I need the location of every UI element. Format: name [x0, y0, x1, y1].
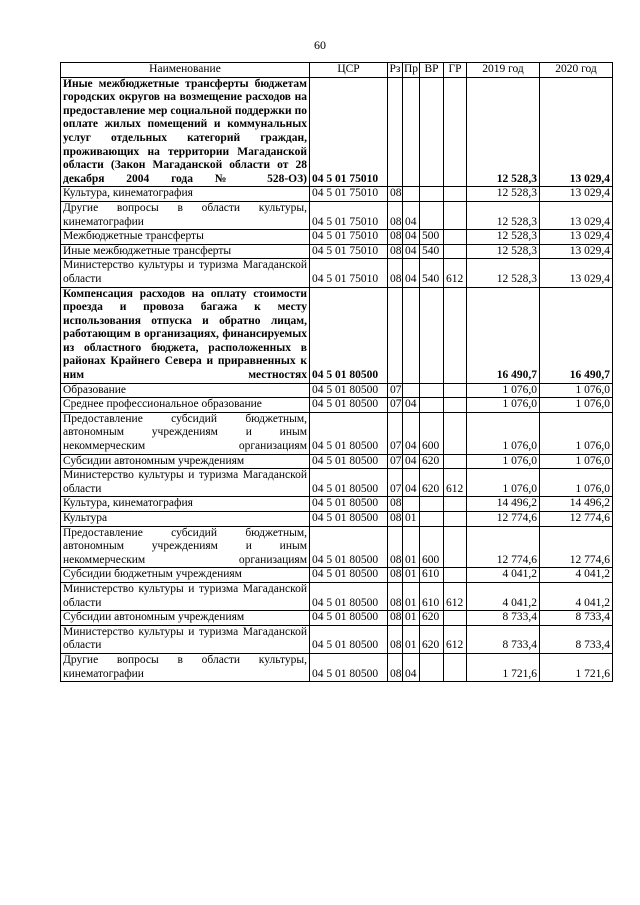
- row-gr: [444, 287, 467, 383]
- row-vr: [420, 77, 444, 187]
- row-2019: 1 076,0: [467, 383, 540, 398]
- row-pr: [403, 383, 420, 398]
- row-rz: 07: [388, 469, 403, 497]
- row-name: Субсидии бюджетным учреждениям: [61, 568, 310, 583]
- row-vr: 600: [420, 526, 444, 568]
- row-vr: [420, 187, 444, 202]
- row-rz: 08: [388, 582, 403, 610]
- row-2020: 13 029,4: [540, 187, 613, 202]
- row-rz: 07: [388, 383, 403, 398]
- row-rz: 08: [388, 230, 403, 245]
- row-gr: [444, 230, 467, 245]
- row-pr: 04: [403, 454, 420, 469]
- row-2019: 12 528,3: [467, 244, 540, 259]
- row-name: Компенсация расходов на оплату стоимости проезда и провоза багажа к месту использования отпуска и обратно лицам, работающим в организациях, финансируемых из областного бюджета, расположенных в районах Крайнего Севера и приравненных к ним местностях: [61, 287, 310, 383]
- budget-table: [60, 62, 613, 682]
- row-name: Субсидии автономным учреждениям: [61, 611, 310, 626]
- row-2020: 16 490,7: [540, 287, 613, 383]
- row-pr: 04: [403, 412, 420, 454]
- row-gr: 612: [444, 469, 467, 497]
- header-gr: ГР: [444, 63, 467, 78]
- row-name: Иные межбюджетные трансферты: [61, 244, 310, 259]
- row-name: Другие вопросы в области культуры, кинематографии: [61, 653, 310, 681]
- row-2019: 16 490,7: [467, 287, 540, 383]
- row-2020: 13 029,4: [540, 77, 613, 187]
- header-csr: ЦСР: [310, 63, 388, 78]
- row-vr: 620: [420, 469, 444, 497]
- row-csr: 04 5 01 80500: [310, 383, 388, 398]
- row-2020: 13 029,4: [540, 244, 613, 259]
- row-gr: [444, 77, 467, 187]
- row-gr: [444, 244, 467, 259]
- row-name: Другие вопросы в области культуры, кинематографии: [61, 201, 310, 229]
- row-2019: 14 496,2: [467, 497, 540, 512]
- row-rz: 08: [388, 611, 403, 626]
- row-name: Предоставление субсидий бюджетным, автономным учреждениям и иным некоммерческим организациям: [61, 526, 310, 568]
- row-vr: 610: [420, 582, 444, 610]
- row-2020: 14 496,2: [540, 497, 613, 512]
- row-vr: [420, 512, 444, 527]
- row-name: Министерство культуры и туризма Магаданской области: [61, 469, 310, 497]
- row-vr: 620: [420, 454, 444, 469]
- row-rz: 08: [388, 201, 403, 229]
- table-row: [61, 383, 613, 398]
- row-gr: [444, 512, 467, 527]
- row-csr: 04 5 01 80500: [310, 497, 388, 512]
- table-row: [61, 398, 613, 413]
- row-csr: 04 5 01 80500: [310, 625, 388, 653]
- row-rz: 07: [388, 412, 403, 454]
- row-vr: 500: [420, 230, 444, 245]
- header-name: Наименование: [61, 63, 310, 78]
- row-vr: 600: [420, 412, 444, 454]
- row-csr: 04 5 01 75010: [310, 244, 388, 259]
- row-vr: [420, 383, 444, 398]
- row-2020: 1 721,6: [540, 653, 613, 681]
- table-row: [61, 287, 613, 383]
- row-vr: 620: [420, 611, 444, 626]
- row-2019: 1 721,6: [467, 653, 540, 681]
- table-row: [61, 568, 613, 583]
- row-csr: 04 5 01 80500: [310, 568, 388, 583]
- row-pr: [403, 187, 420, 202]
- table-row: [61, 244, 613, 259]
- row-2020: 1 076,0: [540, 383, 613, 398]
- row-gr: [444, 201, 467, 229]
- row-csr: 04 5 01 80500: [310, 526, 388, 568]
- row-csr: 04 5 01 75010: [310, 259, 388, 287]
- row-2019: 8 733,4: [467, 611, 540, 626]
- row-vr: [420, 497, 444, 512]
- row-name: Межбюджетные трансферты: [61, 230, 310, 245]
- row-csr: 04 5 01 80500: [310, 582, 388, 610]
- table-row: [61, 469, 613, 497]
- row-csr: 04 5 01 80500: [310, 469, 388, 497]
- row-csr: 04 5 01 75010: [310, 201, 388, 229]
- table-row: [61, 653, 613, 681]
- row-2020: 12 774,6: [540, 512, 613, 527]
- row-csr: 04 5 01 75010: [310, 77, 388, 187]
- row-2020: 12 774,6: [540, 526, 613, 568]
- row-gr: [444, 454, 467, 469]
- row-gr: 612: [444, 625, 467, 653]
- row-vr: [420, 653, 444, 681]
- row-rz: 08: [388, 512, 403, 527]
- row-gr: [444, 526, 467, 568]
- row-2020: 13 029,4: [540, 259, 613, 287]
- row-gr: [444, 497, 467, 512]
- row-2019: 4 041,2: [467, 568, 540, 583]
- header-vr: ВР: [420, 63, 444, 78]
- row-2019: 12 528,3: [467, 187, 540, 202]
- row-csr: 04 5 01 80500: [310, 611, 388, 626]
- row-rz: 08: [388, 244, 403, 259]
- row-name: Предоставление субсидий бюджетным, автономным учреждениям и иным некоммерческим организациям: [61, 412, 310, 454]
- row-pr: 04: [403, 201, 420, 229]
- row-vr: 540: [420, 259, 444, 287]
- row-pr: 04: [403, 259, 420, 287]
- header-2020: 2020 год: [540, 63, 613, 78]
- row-vr: 620: [420, 625, 444, 653]
- row-pr: 01: [403, 625, 420, 653]
- row-rz: 08: [388, 497, 403, 512]
- row-name: Иные межбюджетные трансферты бюджетам городских округов на возмещение расходов на предоставление мер социальной поддержки по оплате жилых помещений и коммунальных услуг отдельных категорий граждан, проживающих на территории Магаданской области (Закон Магаданской области от 28 декабря 2004 года № 528-ОЗ): [61, 77, 310, 187]
- row-2019: 8 733,4: [467, 625, 540, 653]
- row-pr: 01: [403, 526, 420, 568]
- row-gr: [444, 398, 467, 413]
- row-name: Субсидии автономным учреждениям: [61, 454, 310, 469]
- table-row: [61, 582, 613, 610]
- row-pr: [403, 77, 420, 187]
- row-pr: 01: [403, 611, 420, 626]
- table-row: [61, 201, 613, 229]
- row-pr: 01: [403, 582, 420, 610]
- table-header-row: [61, 63, 613, 78]
- table-row: [61, 187, 613, 202]
- row-pr: 01: [403, 568, 420, 583]
- row-2019: 12 528,3: [467, 230, 540, 245]
- row-gr: [444, 611, 467, 626]
- table-row: [61, 497, 613, 512]
- row-name: Среднее профессиональное образование: [61, 398, 310, 413]
- row-name: Культура, кинематография: [61, 187, 310, 202]
- table-row: [61, 454, 613, 469]
- row-2020: 1 076,0: [540, 412, 613, 454]
- row-csr: 04 5 01 80500: [310, 512, 388, 527]
- row-rz: 08: [388, 653, 403, 681]
- row-vr: [420, 398, 444, 413]
- row-2020: 8 733,4: [540, 625, 613, 653]
- row-2020: 1 076,0: [540, 469, 613, 497]
- row-gr: [444, 568, 467, 583]
- row-rz: 07: [388, 398, 403, 413]
- row-pr: 04: [403, 244, 420, 259]
- table-row: [61, 512, 613, 527]
- row-name: Министерство культуры и туризма Магаданской области: [61, 582, 310, 610]
- header-2019: 2019 год: [467, 63, 540, 78]
- row-pr: 04: [403, 653, 420, 681]
- table-row: [61, 611, 613, 626]
- row-rz: [388, 77, 403, 187]
- row-gr: [444, 653, 467, 681]
- row-pr: 01: [403, 512, 420, 527]
- row-pr: 04: [403, 398, 420, 413]
- row-csr: 04 5 01 75010: [310, 187, 388, 202]
- row-vr: 540: [420, 244, 444, 259]
- row-name: Министерство культуры и туризма Магаданской области: [61, 625, 310, 653]
- row-csr: 04 5 01 80500: [310, 287, 388, 383]
- row-gr: [444, 383, 467, 398]
- row-csr: 04 5 01 80500: [310, 398, 388, 413]
- row-name: Образование: [61, 383, 310, 398]
- page-number: 60: [314, 38, 326, 52]
- row-name: Министерство культуры и туризма Магаданской области: [61, 259, 310, 287]
- table-row: [61, 526, 613, 568]
- row-name: Культура: [61, 512, 310, 527]
- row-2019: 1 076,0: [467, 454, 540, 469]
- row-2020: 8 733,4: [540, 611, 613, 626]
- row-2019: 12 528,3: [467, 201, 540, 229]
- row-vr: 610: [420, 568, 444, 583]
- row-pr: [403, 497, 420, 512]
- row-vr: [420, 287, 444, 383]
- row-2020: 13 029,4: [540, 201, 613, 229]
- row-2019: 12 528,3: [467, 259, 540, 287]
- row-2020: 1 076,0: [540, 454, 613, 469]
- row-2019: 12 774,6: [467, 526, 540, 568]
- row-csr: 04 5 01 80500: [310, 412, 388, 454]
- row-gr: 612: [444, 259, 467, 287]
- row-2019: 1 076,0: [467, 469, 540, 497]
- row-gr: 612: [444, 582, 467, 610]
- row-rz: 08: [388, 625, 403, 653]
- row-2019: 1 076,0: [467, 412, 540, 454]
- row-pr: 04: [403, 230, 420, 245]
- row-name: Культура, кинематография: [61, 497, 310, 512]
- row-2019: 4 041,2: [467, 582, 540, 610]
- row-rz: 08: [388, 568, 403, 583]
- row-2019: 12 774,6: [467, 512, 540, 527]
- row-csr: 04 5 01 75010: [310, 230, 388, 245]
- row-pr: [403, 287, 420, 383]
- row-2020: 1 076,0: [540, 398, 613, 413]
- row-gr: [444, 412, 467, 454]
- table-row: [61, 625, 613, 653]
- table-row: [61, 259, 613, 287]
- header-rz: Рз: [388, 63, 403, 78]
- row-2020: 13 029,4: [540, 230, 613, 245]
- table-row: [61, 77, 613, 187]
- row-rz: 08: [388, 259, 403, 287]
- row-rz: 08: [388, 526, 403, 568]
- row-rz: [388, 287, 403, 383]
- row-gr: [444, 187, 467, 202]
- table-row: [61, 230, 613, 245]
- row-csr: 04 5 01 80500: [310, 454, 388, 469]
- row-rz: 08: [388, 187, 403, 202]
- table-row: [61, 412, 613, 454]
- row-2020: 4 041,2: [540, 582, 613, 610]
- row-rz: 07: [388, 454, 403, 469]
- header-pr: Пр: [403, 63, 420, 78]
- row-csr: 04 5 01 80500: [310, 653, 388, 681]
- row-vr: [420, 201, 444, 229]
- row-2019: 1 076,0: [467, 398, 540, 413]
- row-2020: 4 041,2: [540, 568, 613, 583]
- row-pr: 04: [403, 469, 420, 497]
- row-2019: 12 528,3: [467, 77, 540, 187]
